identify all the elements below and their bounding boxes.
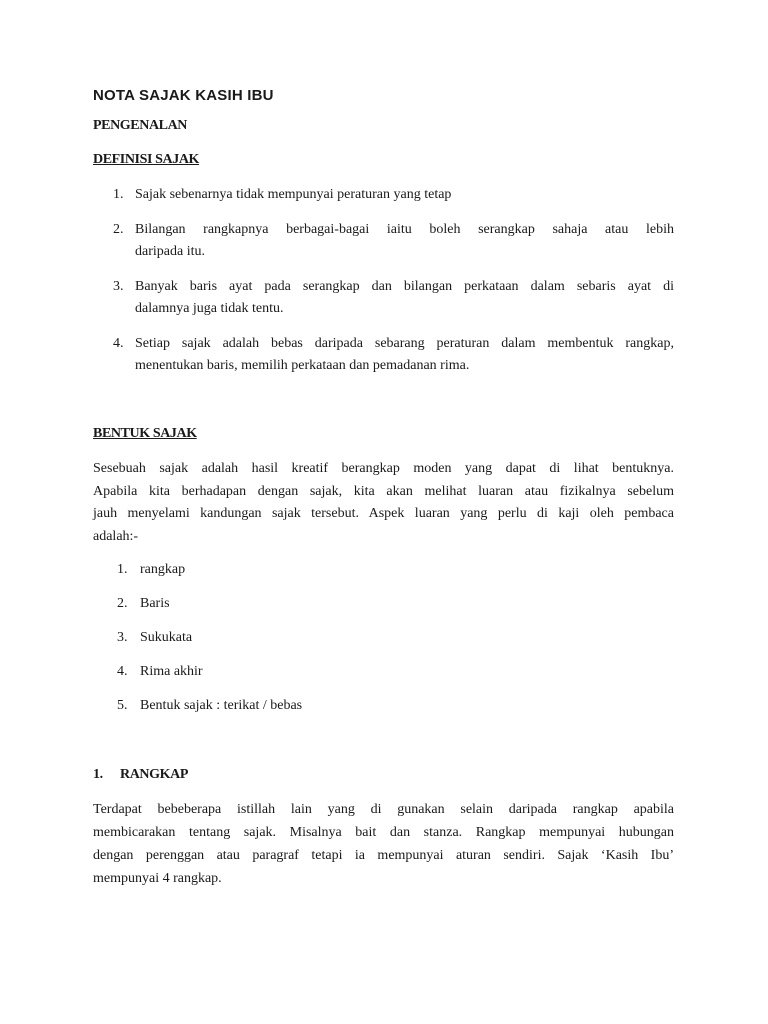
list-number: 4. (113, 336, 124, 351)
list-item: Rima akhir (140, 664, 203, 679)
heading-bentuk-sajak: BENTUK SAJAK (93, 426, 197, 441)
list-number: 1. (113, 187, 124, 202)
list-item-line: Setiap sajak adalah bebas daripada sebarang peraturan dalam membentuk rangkap, (135, 336, 674, 351)
paragraph-line: membicarakan tentang sajak. Misalnya bait dan stanza. Rangkap mempunyai hubungan (93, 825, 674, 840)
rangkap-number: 1. (93, 767, 103, 782)
paragraph-line: Terdapat bebeberapa istillah lain yang di gunakan selain daripada rangkap apabila (93, 802, 674, 817)
heading-rangkap: RANGKAP (120, 767, 188, 782)
list-number: 4. (117, 664, 128, 679)
list-item-line: Bilangan rangkapnya berbagai-bagai iaitu boleh serangkap sahaja atau lebih (135, 222, 674, 237)
heading-definisi-sajak: DEFINISI SAJAK (93, 152, 200, 167)
paragraph-line: mempunyai 4 rangkap. (93, 871, 222, 886)
list-item: Sajak sebenarnya tidak mempunyai peraturan yang tetap (135, 187, 452, 202)
list-number: 3. (113, 279, 124, 294)
paragraph-line: dengan perenggan atau paragraf tetapi ia mempunyai aturan sendiri. Sajak ‘Kasih Ibu’ (93, 848, 674, 863)
list-item-line: daripada itu. (135, 244, 205, 259)
list-number: 2. (113, 222, 124, 237)
list-item-line: dalamnya juga tidak tentu. (135, 301, 284, 316)
paragraph-line: adalah:- (93, 529, 139, 544)
paragraph-line: Sesebuah sajak adalah hasil kreatif berangkap moden yang dapat di lihat bentuknya. (93, 461, 674, 476)
paragraph-line: Apabila kita berhadapan dengan sajak, kita akan melihat luaran atau fizikalnya sebelum (93, 484, 674, 499)
list-number: 1. (117, 562, 128, 577)
list-number: 2. (117, 596, 128, 611)
list-item: rangkap (140, 562, 186, 577)
list-number: 3. (117, 630, 128, 645)
list-item: Baris (140, 596, 170, 611)
list-number: 5. (117, 698, 128, 713)
list-item: Bentuk sajak : terikat / bebas (140, 698, 303, 713)
paragraph-line: jauh menyelami kandungan sajak tersebut. Aspek luaran yang perlu di kaji oleh pembaca (93, 506, 674, 521)
list-item: Sukukata (140, 630, 193, 645)
list-item-line: menentukan baris, memilih perkataan dan pemadanan rima. (135, 358, 470, 373)
list-item-line: Banyak baris ayat pada serangkap dan bilangan perkataan dalam sebaris ayat di (135, 279, 674, 294)
document-title: NOTA SAJAK KASIH IBU (93, 87, 274, 104)
heading-pengenalan: PENGENALAN (93, 118, 188, 133)
